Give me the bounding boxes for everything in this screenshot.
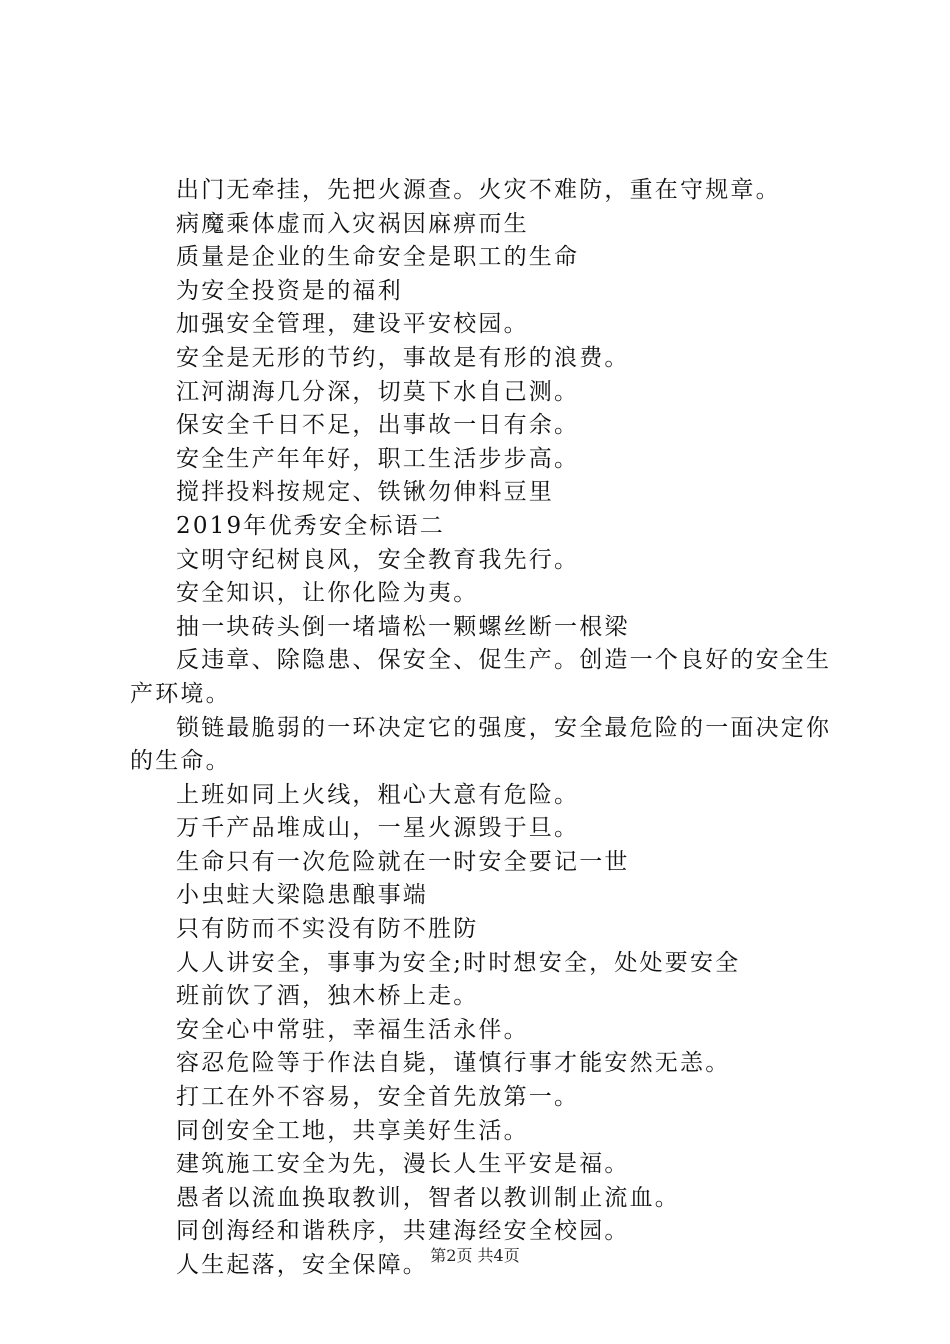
paragraph: 生命只有一次危险就在一时安全要记一世 bbox=[176, 848, 630, 875]
paragraph: 同创海经和谐秩序，共建海经安全校园。 bbox=[176, 1218, 630, 1245]
paragraph: 打工在外不容易，安全首先放第一。 bbox=[176, 1084, 580, 1111]
paragraph: 万千产品堆成山，一星火源毁于旦。 bbox=[176, 815, 580, 842]
paragraph: 抽一块砖头倒一堵墙松一颗螺丝断一根梁 bbox=[176, 613, 630, 640]
paragraph: 文明守纪树良风，安全教育我先行。 bbox=[176, 546, 580, 573]
paragraph: 质量是企业的生命安全是职工的生命 bbox=[176, 244, 580, 271]
paragraph: 安全心中常驻，幸福生活永伴。 bbox=[176, 1016, 529, 1043]
paragraph: 班前饮了酒，独木桥上走。 bbox=[176, 983, 479, 1010]
paragraph: 愚者以流血换取教训，智者以教训制止流血。 bbox=[176, 1184, 680, 1211]
paragraph: 安全知识，让你化险为夷。 bbox=[176, 580, 479, 607]
paragraph: 安全生产年年好，职工生活步步高。 bbox=[176, 445, 580, 472]
paragraph: 人人讲安全，事事为安全;时时想安全，处处要安全 bbox=[176, 949, 741, 976]
paragraph: 上班如同上火线，粗心大意有危险。 bbox=[176, 781, 580, 808]
paragraph: 人生起落，安全保障。 bbox=[176, 1252, 428, 1278]
paragraph: 安全是无形的节约，事故是有形的浪费。 bbox=[176, 344, 630, 371]
section-heading: 2019年优秀安全标语二 bbox=[176, 512, 445, 539]
paragraph: 搅拌投料按规定、铁锹勿伸料豆里 bbox=[176, 479, 554, 506]
paragraph: 建筑施工安全为先，漫长人生平安是福。 bbox=[176, 1151, 630, 1178]
page-footer bbox=[0, 1246, 950, 1266]
paragraph: 反违章、除隐患、保安全、促生产。创造一个良好的安全生产环境。 bbox=[130, 647, 832, 707]
paragraph: 为安全投资是的福利 bbox=[176, 277, 403, 304]
paragraph: 容忍危险等于作法自毙，谨慎行事才能安然无恙。 bbox=[176, 1050, 731, 1077]
paragraph: 锁链最脆弱的一环决定它的强度，安全最危险的一面决定你的生命。 bbox=[130, 714, 832, 775]
paragraph: 出门无牵挂，先把火源查。火灾不难防，重在守规章。 bbox=[176, 177, 781, 203]
paragraph: 江河湖海几分深，切莫下水自己测。 bbox=[176, 378, 580, 405]
page-number-label: 第2页 共4页 bbox=[430, 1246, 520, 1265]
paragraph: 小虫蛀大梁隐患酿事端 bbox=[176, 882, 428, 909]
paragraph: 只有防而不实没有防不胜防 bbox=[176, 916, 479, 943]
document-body bbox=[130, 174, 835, 1283]
paragraph: 加强安全管理，建设平安校园。 bbox=[176, 311, 529, 338]
paragraph: 病魔乘体虚而入灾祸因麻痹而生 bbox=[176, 210, 529, 237]
paragraph: 保安全千日不足，出事故一日有余。 bbox=[176, 412, 580, 439]
paragraph: 同创安全工地，共享美好生活。 bbox=[176, 1117, 529, 1144]
